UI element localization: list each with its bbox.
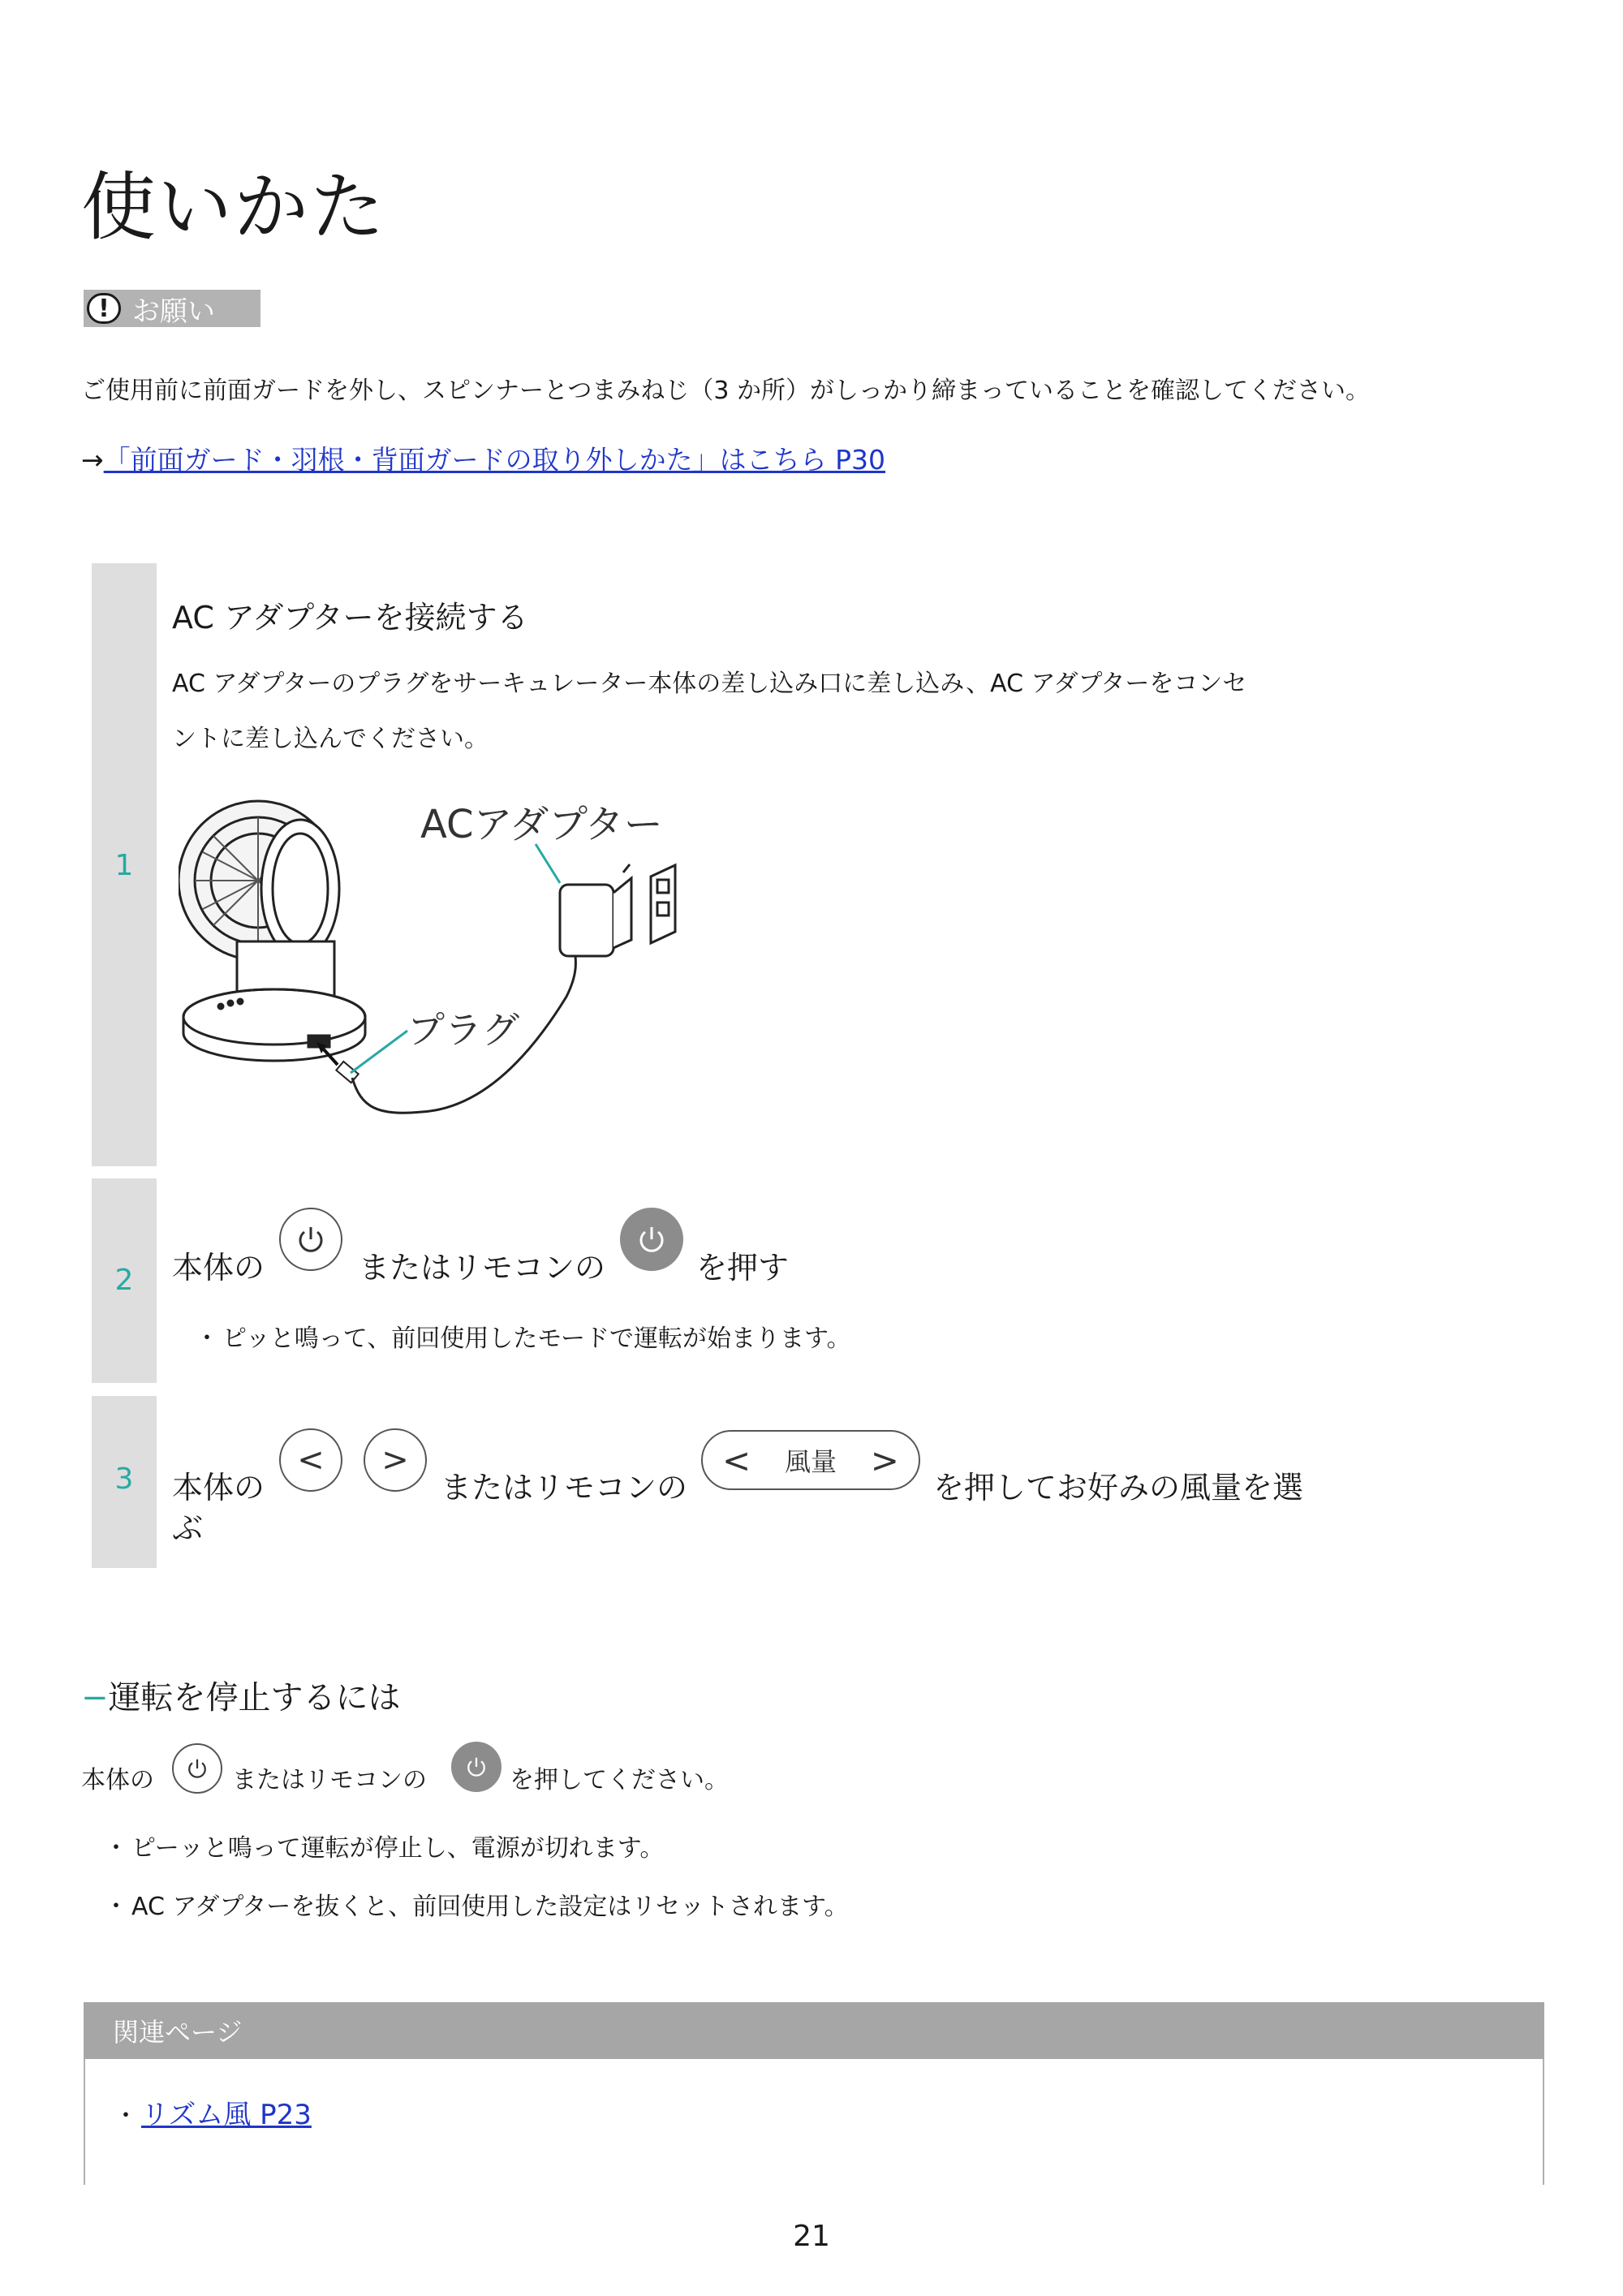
chevron-left-icon: < (297, 1441, 325, 1479)
chevron-right-icon: > (381, 1441, 409, 1479)
step-3-heading-a: 本体の (172, 1470, 265, 1506)
remote-power-button (451, 1742, 502, 1792)
step-1-text-line2: ントに差し込んでください。 (172, 725, 489, 753)
power-icon (635, 1223, 668, 1256)
step-3-heading-b: またはリモコンの (441, 1470, 688, 1506)
power-icon (185, 1756, 209, 1781)
stop-text-c: を押してください。 (510, 1766, 729, 1794)
fan-illustration (179, 801, 365, 1061)
related-item: ・ リズム風 P23 (114, 2099, 312, 2131)
body-power-button (172, 1743, 222, 1794)
body-power-button (279, 1208, 342, 1271)
page-number: 21 (793, 2220, 830, 2253)
notice-label: お願い (132, 295, 215, 328)
step-2-bullet-text: ピッと鳴って、前回使用したモードで運転が始まります。 (222, 1325, 851, 1353)
step-2-heading-b: またはリモコンの (359, 1250, 606, 1286)
step-1-number: 1 (114, 849, 134, 882)
step-3-heading-c: を押してお好みの風量を選 (933, 1470, 1304, 1506)
stop-bullet-2-text: AC アダプターを抜くと、前回使用した設定はリセットされます。 (131, 1893, 849, 1921)
power-icon (295, 1223, 327, 1256)
stop-heading (81, 1672, 401, 1718)
stop-bullet-1-text: ピーッと鳴って運転が停止し、電源が切れます。 (131, 1834, 665, 1863)
removal-guide-link[interactable]: 「前面ガード・羽根・背面ガードの取り外しかた」はこちら P30 (103, 444, 886, 476)
step-3-heading-d: ぶ (172, 1510, 204, 1546)
wind-volume-label: 風量 (784, 1446, 837, 1477)
step-2-heading-c: を押す (696, 1250, 790, 1286)
chevron-right-icon: > (870, 1440, 899, 1480)
remote-power-button (620, 1208, 683, 1271)
related-pages-title: 関連ページ (113, 2017, 243, 2048)
stop-bullet-1: ・ ピーッと鳴って運転が停止し、電源が切れます。 (104, 1834, 665, 1863)
stop-text-a: 本体の (81, 1766, 154, 1794)
remote-wind-volume-button (701, 1430, 920, 1490)
reference-line (81, 443, 885, 478)
exclamation-icon: ! (87, 293, 121, 324)
stop-heading-dash: − (81, 1679, 109, 1717)
step-2-heading-a: 本体の (172, 1250, 265, 1286)
rhythm-wind-link[interactable]: リズム風 P23 (141, 2099, 312, 2131)
body-right-button (364, 1428, 427, 1492)
arrow-prefix: → (81, 444, 104, 476)
stop-heading-text: 運転を停止するには (108, 1679, 401, 1717)
step-1-heading: AC アダプターを接続する (172, 600, 528, 635)
notice-badge (84, 290, 260, 327)
step-2-number: 2 (114, 1264, 134, 1297)
stop-bullet-2: ・ AC アダプターを抜くと、前回使用した設定はリセットされます。 (104, 1893, 849, 1921)
figure-label-adapter: ACアダプター (420, 802, 663, 847)
step-3-number: 3 (114, 1462, 134, 1496)
power-icon (464, 1755, 489, 1779)
page-title: 使いかた (81, 164, 387, 251)
related-pages-header (84, 2002, 1544, 2059)
figure-label-plug: プラグ (407, 1008, 519, 1052)
stop-text-b: またはリモコンの (232, 1766, 427, 1794)
intro-text: ご使用前に前面ガードを外し、スピンナーとつまみねじ（3 か所）がしっかり締まっていることを確認してください。 (81, 377, 1371, 405)
wall-outlet-illustration (651, 865, 675, 943)
chevron-left-icon: < (722, 1440, 751, 1480)
body-left-button (279, 1428, 342, 1492)
step-1-text-line1: AC アダプターのプラグをサーキュレーター本体の差し込み口に差し込み、AC アダプターをコンセ (172, 670, 1247, 698)
step-2-bullet: ・ ピッと鳴って、前回使用したモードで運転が始まります。 (195, 1325, 851, 1353)
